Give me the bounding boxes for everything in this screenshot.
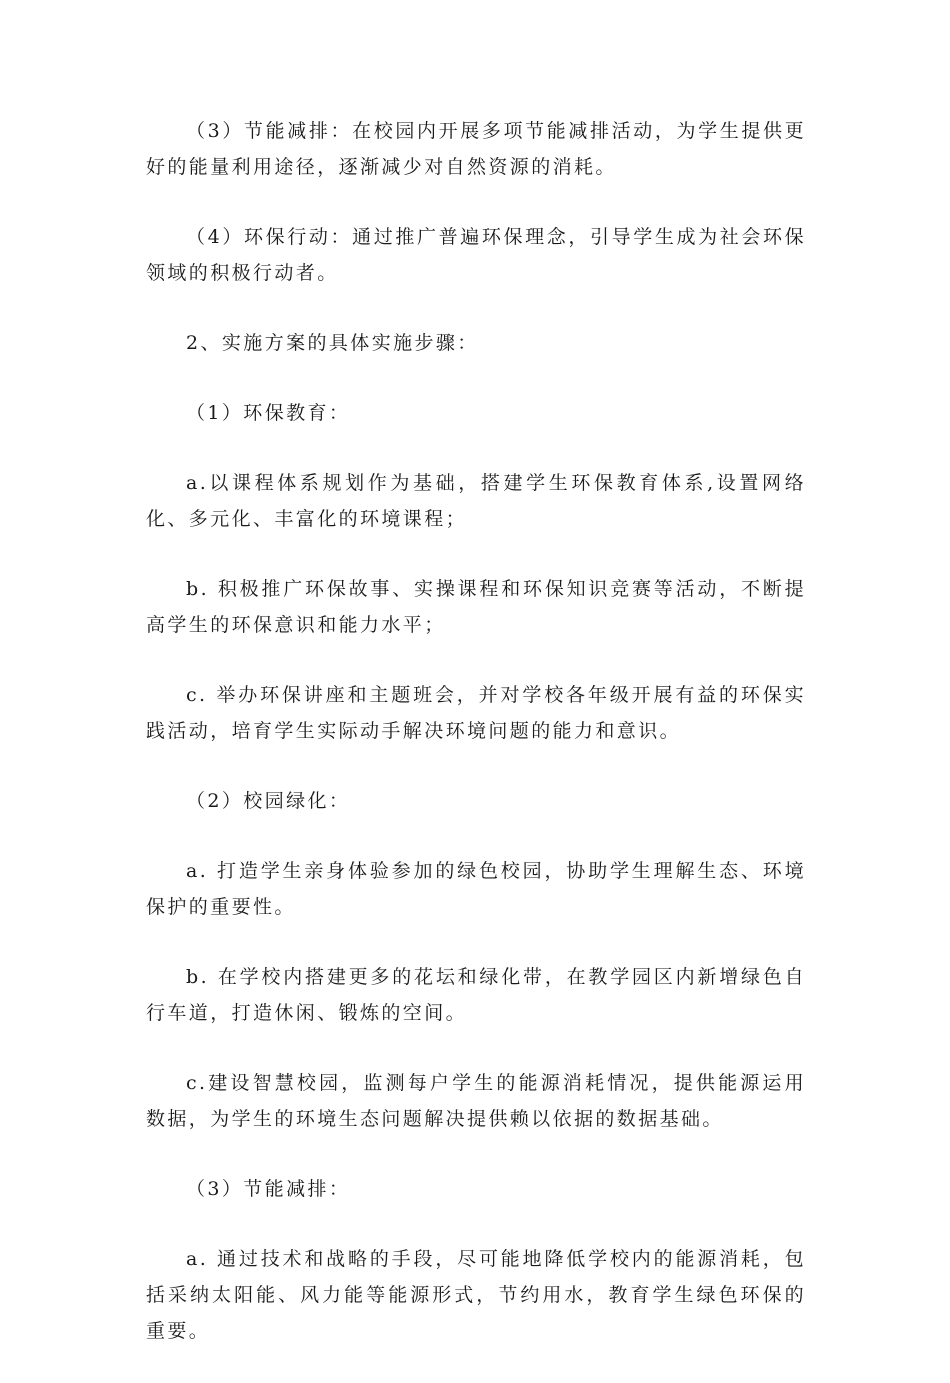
paragraph-energy-saving: （3）节能减排：在校园内开展多项节能减排活动，为学生提供更好的能量利用途径，逐渐减少对自然资源的消耗。 — [146, 120, 806, 178]
paragraph-eco-action: （4）环保行动：通过推广普遍环保理念，引导学生成为社会环保领域的积极行动者。 — [146, 226, 806, 284]
list-item-education-c: c. 举办环保讲座和主题班会，并对学校各年级开展有益的环保实践活动，培育学生实际动手解决环境问题的能力和意识。 — [146, 684, 806, 742]
list-item-greening-c: c.建设智慧校园，监测每户学生的能源消耗情况，提供能源运用数据，为学生的环境生态问题解决提供赖以依据的数据基础。 — [146, 1072, 806, 1130]
list-item-greening-a: a. 打造学生亲身体验参加的绿色校园，协助学生理解生态、环境保护的重要性。 — [146, 860, 806, 918]
subheading-eco-education: （1）环保教育： — [186, 402, 351, 424]
subheading-energy-saving: （3）节能减排： — [186, 1178, 351, 1200]
list-item-greening-b: b. 在学校内搭建更多的花坛和绿化带，在教学园区内新增绿色自行车道，打造休闲、锻炼的空间。 — [146, 966, 806, 1024]
section-heading-implementation-steps: 2、实施方案的具体实施步骤： — [186, 332, 479, 354]
list-item-education-b: b. 积极推广环保故事、实操课程和环保知识竞赛等活动，不断提高学生的环保意识和能力水平； — [146, 578, 806, 636]
list-item-education-a: a.以课程体系规划作为基础，搭建学生环保教育体系,设置网络化、多元化、丰富化的环境课程； — [146, 472, 806, 530]
document-body — [146, 113, 806, 1383]
subheading-campus-greening: （2）校园绿化： — [186, 790, 351, 812]
list-item-energy-a: a. 通过技术和战略的手段，尽可能地降低学校内的能源消耗，包括采纳太阳能、风力能等能源形式，节约用水，教育学生绿色环保的重要。 — [146, 1248, 806, 1342]
